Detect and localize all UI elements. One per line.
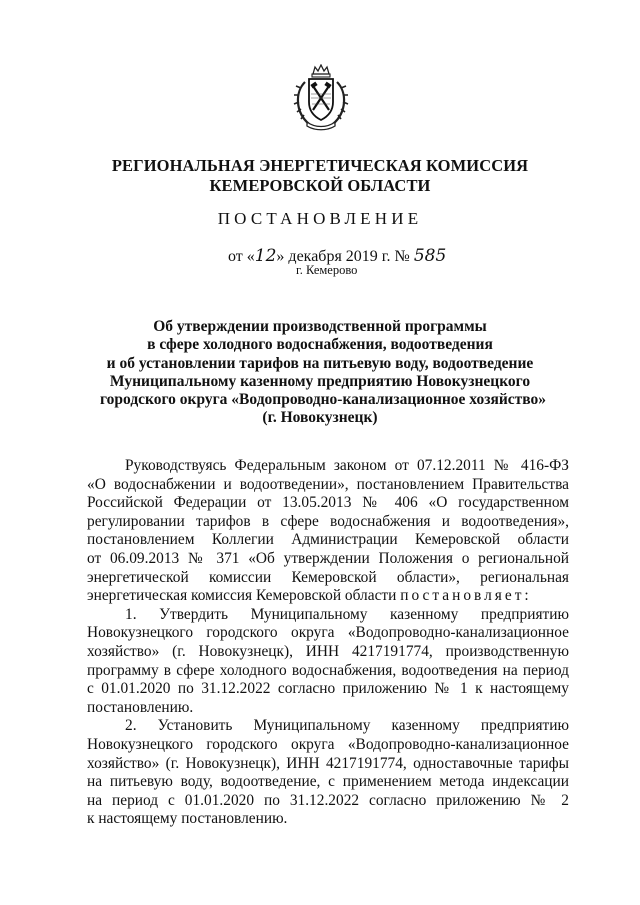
body-line: на период с 01.01.2020 по 31.12.2022 согласно приложению № 2 [87, 791, 569, 809]
coat-of-arms-emblem [291, 64, 351, 132]
organization-name-line1: РЕГИОНАЛЬНАЯ ЭНЕРГЕТИЧЕСКАЯ КОМИССИЯ [111, 156, 529, 175]
paragraph-preamble [87, 457, 569, 606]
body-line: Российской Федерации от 13.05.2013 № 406 «О государственном [87, 494, 569, 512]
body-line: с 01.01.2020 по 31.12.2022 согласно приложению № 1 к настоящему [87, 680, 569, 698]
paragraph-item-1 [87, 606, 569, 718]
body-line: постановлению. [87, 698, 194, 716]
document-type: ПОСТАНОВЛЕНИЕ [217, 209, 423, 228]
title-line: (г. Новокузнецк) [262, 409, 378, 427]
body-line [87, 587, 569, 606]
body-line: Новокузнецкого городского округа «Водопроводно-канализационное [87, 624, 569, 642]
body-line: Руководствуясь Федеральным законом от 07.12.2011 № 416-ФЗ [125, 457, 569, 474]
body-line: на питьевую воду, водоотведение, с применением метода индексации [87, 773, 569, 791]
resolution-prefix: энергетическая комиссия Кемеровской области [87, 587, 401, 605]
body-line: 2. Установить Муниципальному казенному предприятию [125, 717, 569, 735]
document-body [87, 457, 569, 829]
title-line: и об установлении тарифов на питьевую воду, водоотведение [106, 354, 534, 372]
body-line: регулировании тарифов в сфере водоснабжения и водоотведения», [87, 512, 569, 530]
title-line: Об утверждении производственной программы [153, 318, 487, 335]
title-line: городского округа «Водопроводно-канализационное хозяйство» [100, 391, 547, 409]
body-line: от 06.09.2013 № 371 «Об утверждении Положения о региональной [87, 549, 569, 567]
body-line: программу в сфере холодного водоснабжения, водоотведения на период [87, 661, 569, 679]
body-line: хозяйство» (г. Новокузнецк), ИНН 4217191774, производственную [87, 642, 569, 660]
resolution-word: постановляет: [400, 587, 532, 605]
date-middle: » декабря 2019 г. № [276, 248, 410, 265]
body-line: энергетической комиссии Кемеровской области», региональная [87, 568, 569, 586]
date-day-handwritten: 12 [254, 246, 277, 266]
place-of-issue: г. Кемерово [296, 263, 358, 277]
document-number-handwritten: 585 [413, 246, 447, 266]
body-line: хозяйство» (г. Новокузнецк), ИНН 4217191774, одноставочные тарифы [87, 754, 569, 772]
body-line: «О водоснабжении и водоотведении», постановлением Правительства [87, 475, 569, 493]
paragraph-item-2 [87, 717, 569, 829]
body-line: 1. Утвердить Муниципальному казенному предприятию [125, 605, 569, 623]
document-title [100, 318, 547, 428]
body-line: Новокузнецкого городского округа «Водопроводно-канализационное [87, 735, 569, 753]
date-prefix: от « [228, 248, 255, 265]
organization-name-line2: КЕМЕРОВСКОЙ ОБЛАСТИ [209, 176, 431, 195]
title-line: в сфере холодного водоснабжения, водоотведения [147, 336, 493, 354]
body-line: к настоящему постановлению. [87, 810, 288, 828]
body-line: постановлением Коллегии Администрации Кемеровской области [87, 531, 569, 549]
title-line: Муниципальному казенному предприятию Новокузнецкого [109, 372, 531, 390]
